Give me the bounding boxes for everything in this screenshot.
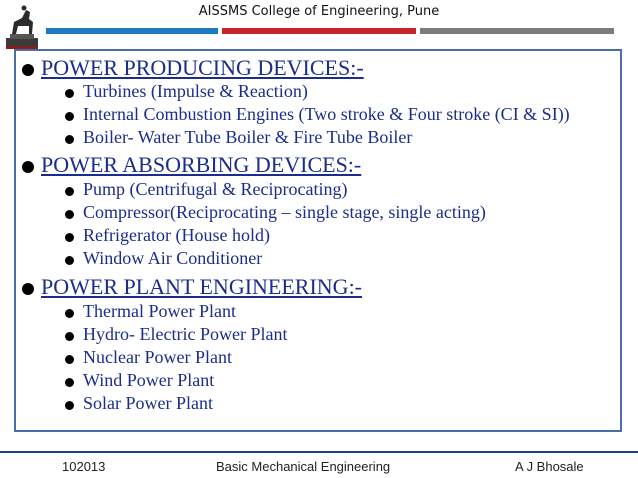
section-bullet (22, 161, 34, 173)
item-bullet (65, 233, 74, 242)
item-bullet (65, 187, 74, 196)
college-name: AISSMS College of Engineering, Pune (198, 4, 440, 19)
list-item: Thermal Power Plant (83, 301, 236, 321)
footer-code: 102013 (62, 459, 106, 474)
header-bar-red (222, 28, 416, 34)
item-bullet (65, 332, 74, 341)
list-item: Wind Power Plant (83, 370, 215, 390)
section-title-power-absorbing: POWER ABSORBING DEVICES:- (41, 152, 362, 177)
content-box (14, 49, 622, 432)
item-bullet (65, 135, 74, 144)
section-title-power-plant: POWER PLANT ENGINEERING:- (41, 274, 363, 299)
section-title-power-producing: POWER PRODUCING DEVICES:- (41, 55, 364, 80)
list-item: Internal Combustion Engines (Two stroke & Four stroke (CI & SI)) (83, 104, 570, 124)
item-bullet (65, 210, 74, 219)
list-item: Boiler- Water Tube Boiler & Fire Tube Boiler (83, 127, 413, 147)
list-item: Nuclear Power Plant (83, 347, 232, 367)
item-bullet (65, 256, 74, 265)
list-item: Window Air Conditioner (83, 248, 263, 268)
section-bullet (22, 64, 34, 76)
list-item: Turbines (Impulse & Reaction) (83, 81, 308, 101)
item-bullet (65, 309, 74, 318)
list-item: Compressor(Reciprocating – single stage, single acting) (83, 202, 486, 222)
section-bullet (22, 283, 34, 295)
list-item: Refrigerator (House hold) (83, 225, 270, 245)
header-bar-grey (420, 28, 614, 34)
header-bar-blue (46, 28, 218, 34)
list-item: Pump (Centrifugal & Reciprocating) (83, 179, 348, 199)
item-bullet (65, 378, 74, 387)
footer-author: A J Bhosale (515, 459, 584, 474)
list-item: Hydro- Electric Power Plant (83, 324, 288, 344)
item-bullet (65, 89, 74, 98)
item-bullet (65, 401, 74, 410)
footer-divider (0, 451, 638, 453)
list-item: Solar Power Plant (83, 393, 213, 413)
item-bullet (65, 355, 74, 364)
item-bullet (65, 112, 74, 121)
footer-subject: Basic Mechanical Engineering (216, 459, 391, 474)
